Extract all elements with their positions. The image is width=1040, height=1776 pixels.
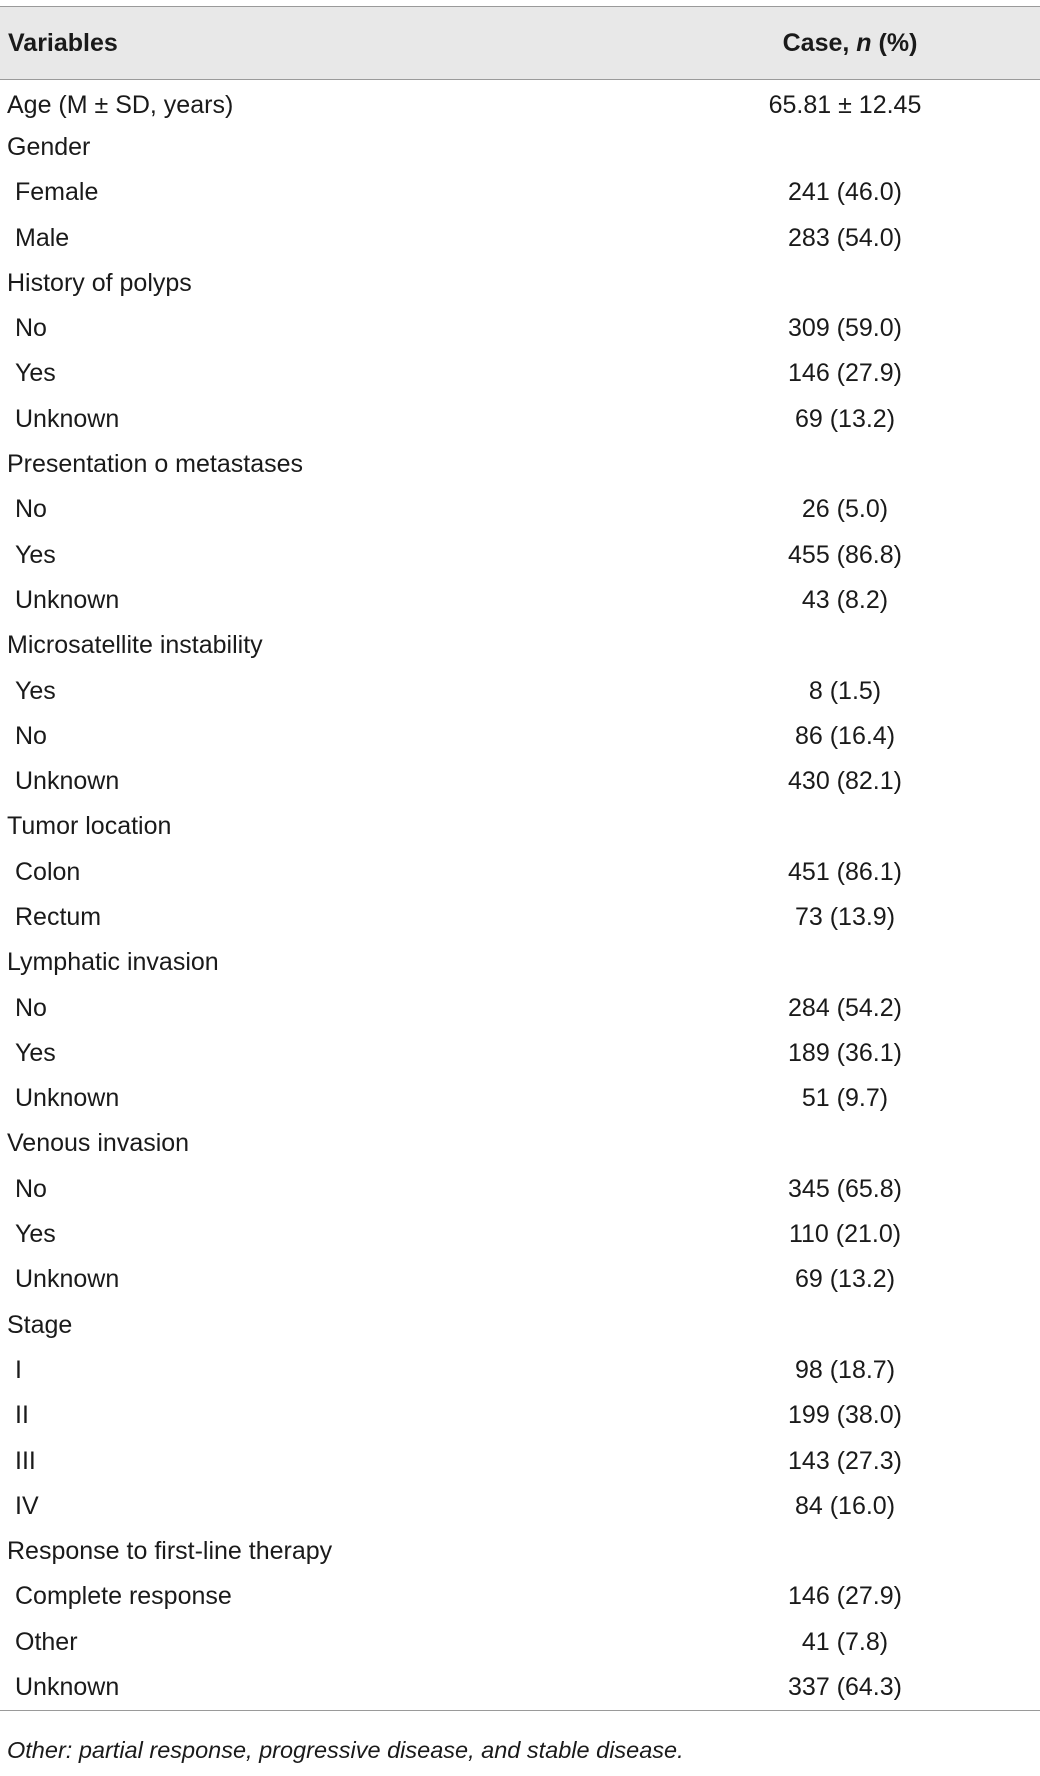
row-category-label: Venous invasion bbox=[7, 1129, 190, 1158]
table-row bbox=[0, 442, 1040, 487]
table-row bbox=[0, 1438, 1040, 1483]
table-row bbox=[0, 623, 1040, 668]
row-category-label: Response to first-line therapy bbox=[7, 1537, 333, 1566]
row-sublabel: Yes bbox=[15, 1220, 56, 1249]
table-row bbox=[0, 714, 1040, 759]
row-value: 451 (86.1) bbox=[788, 857, 902, 886]
row-sublabel: Colon bbox=[15, 857, 81, 886]
row-sublabel: Female bbox=[15, 178, 99, 207]
row-value: 69 (13.2) bbox=[794, 1265, 896, 1294]
row-category-label: Tumor location bbox=[7, 812, 172, 841]
table-row bbox=[0, 1529, 1040, 1574]
table-body bbox=[0, 80, 1040, 1711]
row-value: 284 (54.2) bbox=[788, 993, 902, 1022]
table-row bbox=[0, 1257, 1040, 1302]
row-value: 455 (86.8) bbox=[788, 540, 902, 569]
table-row bbox=[0, 1303, 1040, 1348]
row-value: 337 (64.3) bbox=[788, 1672, 902, 1701]
table-row bbox=[0, 351, 1040, 396]
table-footnote: Other: partial response, progressive disease, and stable disease. bbox=[7, 1737, 684, 1763]
row-sublabel: Yes bbox=[15, 540, 56, 569]
table-row bbox=[0, 261, 1040, 306]
table-row bbox=[0, 215, 1040, 260]
characteristics-table bbox=[0, 6, 1040, 1711]
header-variables: Variables bbox=[8, 28, 118, 57]
row-sublabel: No bbox=[15, 721, 47, 750]
row-value bbox=[660, 442, 1040, 487]
row-value bbox=[660, 1529, 1040, 1574]
row-sublabel: Unknown bbox=[15, 767, 120, 796]
table-row bbox=[0, 1574, 1040, 1619]
row-value: 345 (65.8) bbox=[788, 1174, 902, 1203]
row-value: 199 (38.0) bbox=[788, 1401, 902, 1430]
table-row bbox=[0, 895, 1040, 940]
row-value: 84 (16.0) bbox=[794, 1491, 896, 1520]
table-row bbox=[0, 985, 1040, 1030]
row-value: 189 (36.1) bbox=[788, 1038, 902, 1067]
row-sublabel: No bbox=[15, 314, 47, 343]
table-row bbox=[0, 1393, 1040, 1438]
row-value: 430 (82.1) bbox=[788, 767, 902, 796]
row-category-label: History of polyps bbox=[7, 268, 192, 297]
table-row bbox=[0, 1665, 1040, 1710]
table-row bbox=[0, 170, 1040, 215]
row-category-label: Microsatellite instability bbox=[7, 631, 263, 660]
row-value: 110 (21.0) bbox=[788, 1220, 902, 1249]
row-value: 41 (7.8) bbox=[801, 1627, 889, 1656]
row-sublabel: Unknown bbox=[15, 1265, 120, 1294]
table-row bbox=[0, 1121, 1040, 1166]
row-sublabel: IV bbox=[15, 1491, 39, 1520]
row-category-label: Lymphatic invasion bbox=[7, 948, 219, 977]
table-row bbox=[0, 668, 1040, 713]
row-value bbox=[660, 261, 1040, 306]
table-row bbox=[0, 940, 1040, 985]
table-row bbox=[0, 1348, 1040, 1393]
table-row bbox=[0, 578, 1040, 623]
row-sublabel: Rectum bbox=[15, 902, 102, 931]
row-sublabel: Unknown bbox=[15, 1084, 120, 1113]
row-sublabel: Yes bbox=[15, 359, 56, 388]
row-value: 65.81 ± 12.45 bbox=[768, 90, 922, 119]
row-value: 143 (27.3) bbox=[788, 1446, 902, 1475]
row-value bbox=[660, 125, 1040, 170]
row-value bbox=[660, 940, 1040, 985]
row-sublabel: Unknown bbox=[15, 585, 120, 614]
table-row bbox=[0, 532, 1040, 577]
row-value: 241 (46.0) bbox=[788, 178, 902, 207]
row-sublabel: Unknown bbox=[15, 404, 120, 433]
row-value: 8 (1.5) bbox=[808, 676, 882, 705]
header-case-prefix: Case, bbox=[782, 28, 857, 57]
row-value: 26 (5.0) bbox=[801, 495, 889, 524]
row-sublabel: Other bbox=[15, 1627, 78, 1656]
header-row bbox=[0, 7, 1040, 80]
row-value bbox=[660, 1121, 1040, 1166]
row-value: 69 (13.2) bbox=[794, 404, 896, 433]
row-value: 51 (9.7) bbox=[801, 1084, 889, 1113]
row-sublabel: III bbox=[15, 1446, 36, 1475]
row-category-label: Stage bbox=[7, 1310, 73, 1339]
row-value: 98 (18.7) bbox=[794, 1355, 896, 1384]
table-row bbox=[0, 759, 1040, 804]
row-sublabel: II bbox=[15, 1401, 29, 1430]
table-row bbox=[0, 804, 1040, 849]
row-sublabel: No bbox=[15, 1174, 47, 1203]
table-row bbox=[0, 80, 1040, 125]
row-value: 146 (27.9) bbox=[788, 359, 902, 388]
table-row bbox=[0, 1484, 1040, 1529]
table-row bbox=[0, 397, 1040, 442]
table-row bbox=[0, 1620, 1040, 1665]
table-row bbox=[0, 306, 1040, 351]
row-value: 283 (54.0) bbox=[788, 223, 902, 252]
row-sublabel: No bbox=[15, 495, 47, 524]
table-row bbox=[0, 487, 1040, 532]
row-sublabel: Male bbox=[15, 223, 70, 252]
table-row bbox=[0, 1167, 1040, 1212]
row-value: 309 (59.0) bbox=[788, 314, 902, 343]
row-value bbox=[660, 623, 1040, 668]
row-value: 73 (13.9) bbox=[794, 902, 896, 931]
row-sublabel: Yes bbox=[15, 1038, 56, 1067]
row-sublabel: No bbox=[15, 993, 47, 1022]
table-container bbox=[0, 6, 1040, 1711]
row-value: 86 (16.4) bbox=[794, 721, 896, 750]
table-row bbox=[0, 1212, 1040, 1257]
row-sublabel: Complete response bbox=[15, 1582, 232, 1611]
row-category-label: Age (M ± SD, years) bbox=[7, 90, 234, 119]
table-row bbox=[0, 125, 1040, 170]
table-row bbox=[0, 850, 1040, 895]
table-row bbox=[0, 1031, 1040, 1076]
row-value bbox=[660, 804, 1040, 849]
row-value: 146 (27.9) bbox=[788, 1582, 902, 1611]
table-header bbox=[0, 7, 1040, 80]
row-sublabel: Yes bbox=[15, 676, 56, 705]
header-case-suffix: (%) bbox=[871, 28, 918, 57]
row-value bbox=[660, 1303, 1040, 1348]
table-row bbox=[0, 1076, 1040, 1121]
header-case bbox=[660, 7, 1040, 80]
header-case-n: n bbox=[856, 28, 872, 57]
row-category-label: Gender bbox=[7, 132, 91, 161]
row-value: 43 (8.2) bbox=[801, 585, 889, 614]
row-sublabel: I bbox=[15, 1355, 22, 1384]
row-category-label: Presentation o metastases bbox=[7, 450, 303, 479]
row-sublabel: Unknown bbox=[15, 1672, 120, 1701]
